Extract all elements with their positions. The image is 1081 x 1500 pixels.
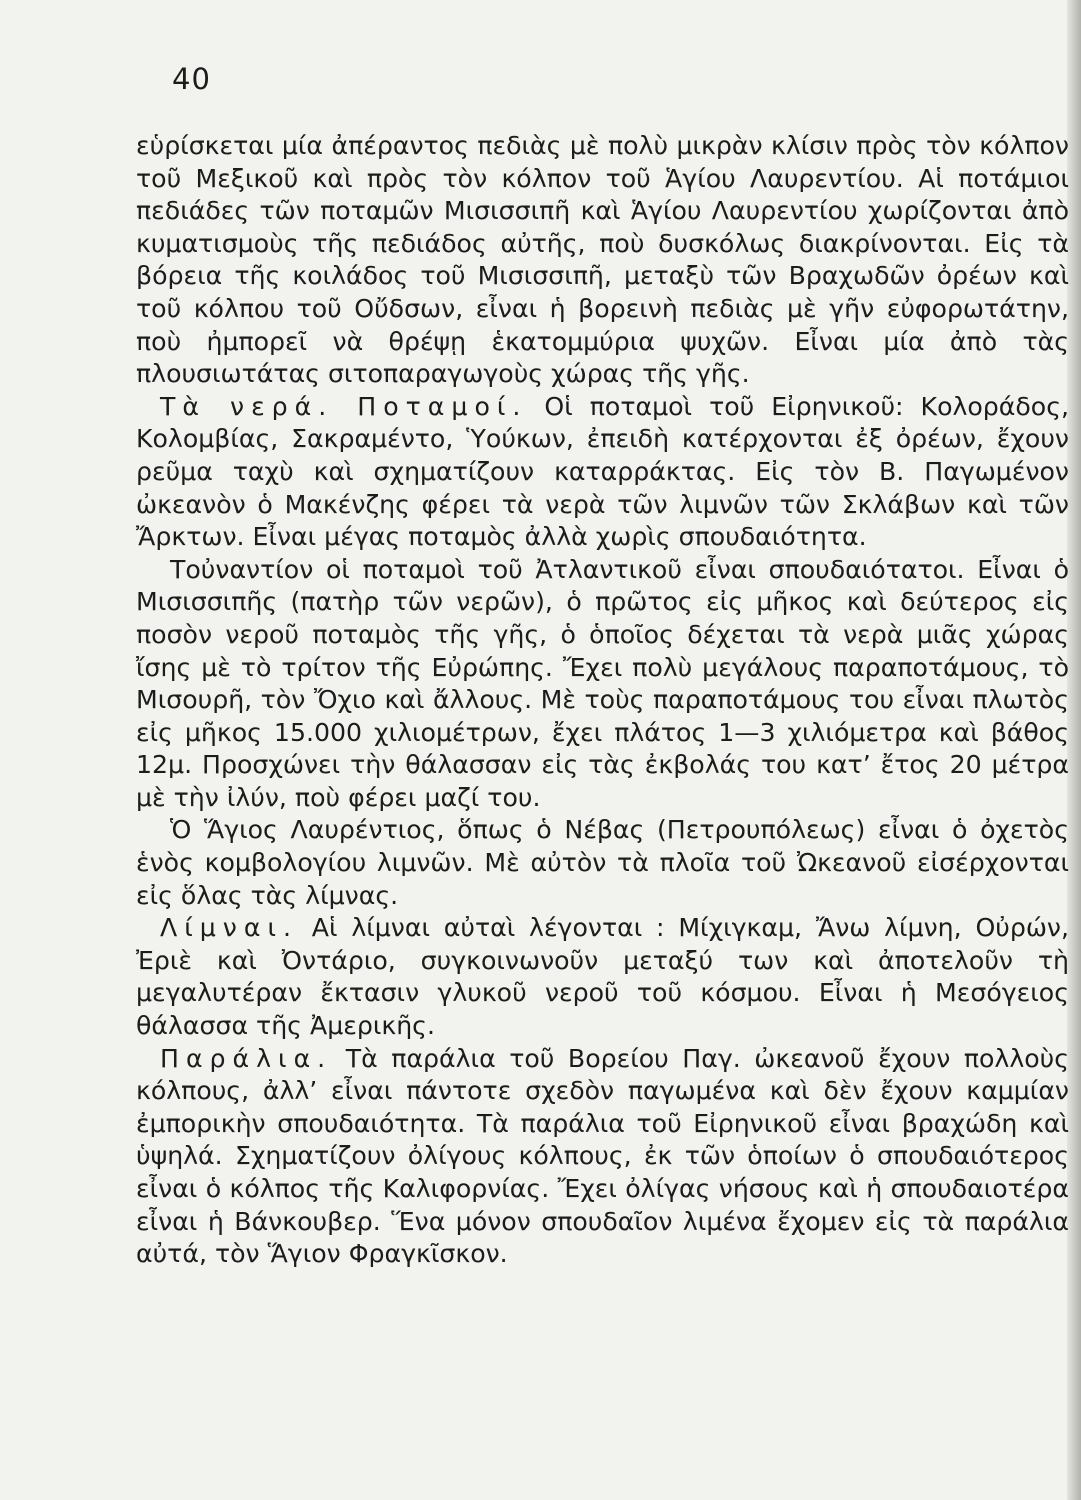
section-heading-waters: Τὰ νερά. Ποταμοί. (160, 391, 528, 421)
paragraph-text: Αἱ λίμναι αὐταὶ λέγονται : Μίχιγκαμ, Ἄνω λίμνη, Οὐρών, Ἐριὲ καὶ Ὀντάριο, συγκοινωνοῦν μεταξύ των καὶ ἀποτελοῦν τὴ μεγαλυτέραν ἔκτασιν γλυκοῦ νεροῦ τοῦ κόσμου. Εἶναι ἡ Μεσόγειος θάλασσα τῆς Ἀμερικῆς. (136, 913, 1069, 1041)
paragraph-text: εὑρίσκεται μία ἀπέραντος πεδιὰς μὲ πολὺ μικρὰν κλίσιν πρὸς τὸν κόλπον τοῦ Μεξικοῦ καὶ πρὸς τὸν κόλπον τοῦ Ἁγίου Λαυρεντίου. Αἱ ποτάμιοι πεδιάδες τῶν ποταμῶν Μισισσιπῆ καὶ Ἁγίου Λαυρεντίου χωρίζονται ἀπὸ κυματισμοὺς τῆς πεδιάδος αὐτῆς, ποὺ δυσκόλως διακρίνονται. Εἰς τὰ βόρεια τῆς κοιλάδος τοῦ Μισισσιπῆ, μεταξὺ τῶν Βραχωδῶν ὀρέων καὶ τοῦ κόλπου τοῦ Οὔδσων, εἶναι ἡ βορεινὴ πεδιὰς μὲ γῆν εὐφορωτάτην, ποὺ ἠμπορεῖ νὰ θρέψῃ ἑκατομμύρια ψυχῶν. Εἶναι μία ἀπὸ τὰς πλουσιωτάτας σιτοπαραγωγοὺς χώρας τῆς γῆς. (136, 131, 1069, 389)
paragraph-atlantic-rivers (136, 554, 1069, 815)
paragraph-plains (136, 130, 1069, 391)
paragraph-lakes (136, 912, 1069, 1042)
paragraph-coasts (136, 1043, 1069, 1271)
paragraph-text: Τοὐναντίον οἱ ποταμοὶ τοῦ Ἀτλαντικοῦ εἶναι σπουδαιότατοι. Εἶναι ὁ Μισισσιπῆς (πατὴρ τῶν νερῶν), ὁ πρῶτος εἰς μῆκος καὶ δεύτερος εἰς ποσὸν νεροῦ ποταμὸς τῆς γῆς, ὁ ὁποῖος δέχεται τὰ νερὰ μιᾶς χώρας ἴσης μὲ τὸ τρίτον τῆς Εὐρώπης. Ἔχει πολὺ μεγάλους παραποτάμους, τὸ Μισουρῆ, τὸν Ὄχιο καὶ ἄλλους. Μὲ τοὺς παραποτάμους του εἶναι πλωτὸς εἰς μῆκος 15.000 χιλιομέτρων, ἔχει πλάτος 1—3 χιλιόμετρα καὶ βάθος 12μ. Προσχώνει τὴν θάλασσαν εἰς τὰς ἐκβολάς του κατ’ ἔτος 20 μέτρα μὲ τὴν ἰλύν, ποὺ φέρει μαζί του. (136, 554, 1069, 812)
paragraph-text: Ὁ Ἅγιος Λαυρέντιος, ὅπως ὁ Νέβας (Πετρουπόλεως) εἶναι ὁ ὀχετὸς ἑνὸς κομβολογίου λιμνῶν. Μὲ αὐτὸν τὰ πλοῖα τοῦ Ὠκεανοῦ εἰσέρχονται εἰς ὅλας τὰς λίμνας. (136, 815, 1069, 910)
section-heading-coasts: Παράλια. (160, 1043, 333, 1073)
page-number: 40 (172, 62, 211, 96)
body-text (136, 130, 1069, 1271)
paragraph-text: Οἱ ποταμοὶ τοῦ Εἰρηνικοῦ: Κολοράδος, Κολομβίας, Σακραμέντο, Ὑούκων, ἐπειδὴ κατέρχονται ἐξ ὀρέων, ἔχουν ρεῦμα ταχὺ καὶ σχηματίζουν καταρράκτας. Εἰς τὸν Β. Παγωμένον ὠκεανὸν ὁ Μακένζης φέρει τὰ νερὰ τῶν λιμνῶν τῶν Σκλάβων καὶ τῶν Ἄρκτων. Εἶναι μέγας ποταμὸς ἀλλὰ χωρὶς σπουδαιότητα. (136, 391, 1069, 552)
book-spine-shadow (1067, 0, 1081, 1500)
section-heading-lakes: Λίμναι. (160, 913, 298, 943)
paragraph-text: Τὰ παράλια τοῦ Βορείου Παγ. ὠκεανοῦ ἔχουν πολλοὺς κόλπους, ἀλλ’ εἶναι πάντοτε σχεδὸν παγωμένα καὶ δὲν ἔχουν καμμίαν ἐμπορικὴν σπουδαιότητα. Τὰ παράλια τοῦ Εἰρηνικοῦ εἶναι βραχώδη καὶ ὑψηλά. Σχηματίζουν ὀλίγους κόλπους, ἐκ τῶν ὁποίων ὁ σπουδαιότερος εἶναι ὁ κόλπος τῆς Καλιφορνίας. Ἔχει ὀλίγας νήσους καὶ ἡ σπουδαιοτέρα εἶναι ἡ Βάνκουβερ. Ἕνα μόνον σπουδαῖον λιμένα ἔχομεν εἰς τὰ παράλια αὐτά, τὸν Ἅγιον Φραγκῖσκον. (136, 1043, 1069, 1269)
paragraph-waters-rivers (136, 391, 1069, 554)
paragraph-saint-lawrence (136, 814, 1069, 912)
